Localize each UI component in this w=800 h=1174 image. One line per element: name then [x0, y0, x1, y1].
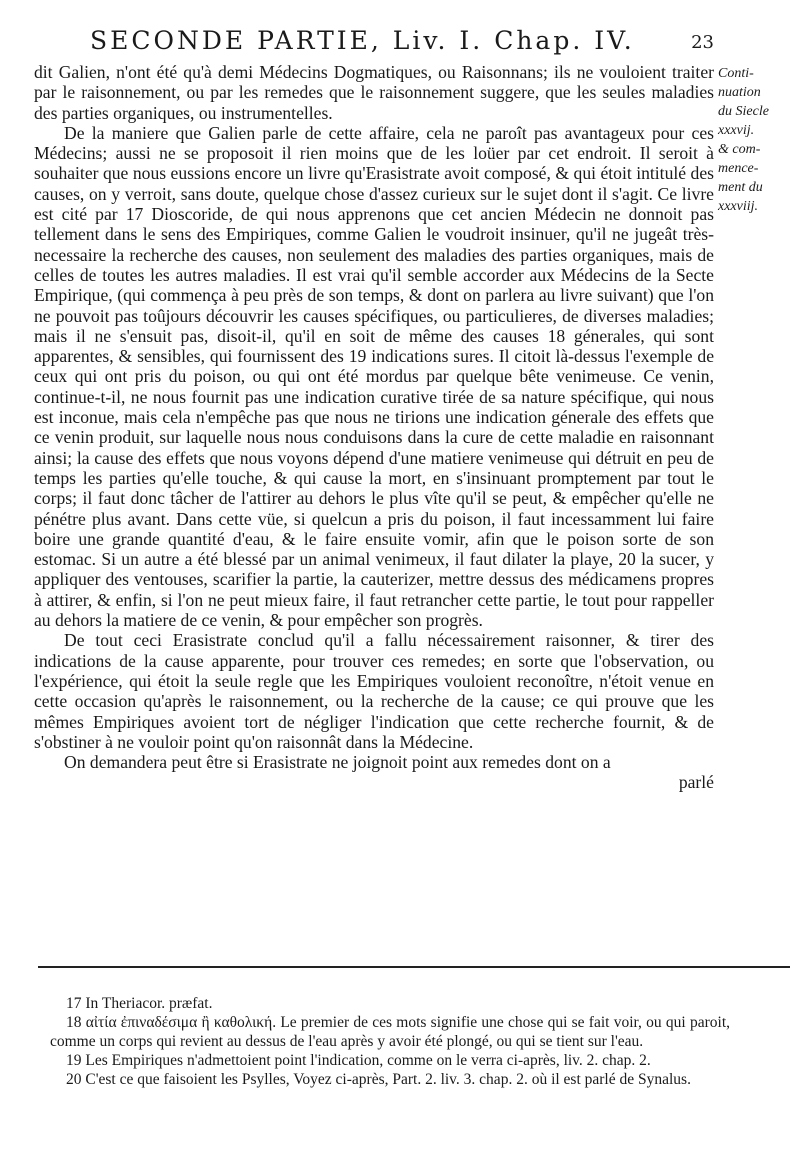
- running-header: [90, 26, 714, 55]
- margin-note-line: xxxvij.: [718, 123, 755, 138]
- margin-note-line: mence-: [718, 161, 759, 176]
- margin-note-line: & com-: [718, 142, 761, 157]
- body-paragraph: De tout ceci Erasistrate conclud qu'il a fallu nécessairement raisonner, & tirer des indications de la cause apparente, pour trouver ces remedes; en sorte que l'observation, ou l'expérience, qui étoit la seule regle que les Empiriques vouloient reconoître, n'étoit venue en cette occasion qu'après le raisonnement, ou la recherche de la cause; ce qui prouve que les mêmes Empiriques avoient tort de négliger l'indication que cette recherche fournit, & de s'obstiner à ne vouloir point qu'on raisonnât dans la Médecine.: [34, 630, 714, 752]
- footnotes: [50, 994, 730, 1089]
- catchword: parlé: [678, 772, 714, 793]
- page-number: 23: [691, 32, 714, 53]
- body-paragraph: On demandera peut être si Erasistrate ne joignoit point aux remedes dont on a: [64, 752, 611, 773]
- margin-note-line: ment du: [718, 180, 763, 195]
- margin-note-line: du Siecle: [718, 104, 769, 119]
- footnote-17: 17 In Theriacor. præfat.: [66, 995, 213, 1012]
- footnote-19: 19 Les Empiriques n'admettoient point l'indication, comme on le verra ci-après, liv. 2. chap. 2.: [66, 1052, 651, 1069]
- footnote-20: 20 C'est ce que faisoient les Psylles, Voyez ci-après, Part. 2. liv. 3. chap. 2. où il est parlé de Synalus.: [66, 1071, 691, 1088]
- body-paragraph: De la maniere que Galien parle de cette affaire, cela ne paroît pas avantageux pour ces Médecins; aussi ne se proposoit il rien moins que de les loüer par cet endroit. Il seroit à souhaiter que nous eussions encore un livre qu'Erasistrate avoit composé, & qui étoit intitulé des causes, on y verroit, sans doute, quelque chose d'assez curieux sur le sujet dont il s'agit. Ce livre est cité par 17 Dioscoride, de qui nous apprenons que cet ancien Médecin ne donnoit pas tellement dans le sens des Empiriques, comme Galien le voudroit insinuer, qu'il ne jugeât très-necessaire la recherche des causes, non seulement des maladies des parties organiques, mais de celles de toutes les autres maladies. Il est vrai qu'il semble accorder aux Médecins de la Secte Empirique, (qui commença à peu près de son temps, & dont on parlera au livre suivant) que l'on ne pouvoit pas toûjours découvrir les causes spécifiques, ou particulieres, de diverses maladies; mais il ne s'ensuit pas, disoit-il, qu'il en soit de même des causes 18 génerales, qui sont apparentes, & sensibles, qui fournissent des 19 indications sures. Il citoit là-dessus l'exemple de ceux qui ont pris du poison, ou qui ont été mordus par quelque bête venimeuse. Ce venin, continue-t-il, ne nous fournit pas une indication curative tirée de sa nature spécifique, qui nous est inconue, mais cela n'empêche pas que nous ne tirions une indication génerale des effets que ce venin produit, sur laquelle nous nous conduisons dans la cure de cette maladie en raisonnant ainsi; la cause des effets que nous voyons dépend d'une matiere venimeuse qui détruit en peu de temps les parties qu'elle touche, & qui cause la mort, en s'insinuant promptement par tout le corps; il faut donc tâcher de l'attirer au dehors le plus vîte qu'il se peut, & empêcher qu'elle ne pénétre plus avant. Dans cette vüe, si quelcun a pris du poison, il faut incessamment lui faire boire une grande quantité d'eau, & le faire ensuite vomir, afin que le poison sorte de son estomac. Si un autre a été blessé par un animal venimeux, il faut dilater la playe, 20 la sucer, y appliquer des ventouses, scarifier la partie, la cauterizer, mettre dessus des médicamens propres à attirer, & enfin, si l'on ne peut mieux faire, il faut retrancher cette partie, le tout pour rappeller au dehors la matiere de ce venin, & pour empêcher son progrès.: [34, 122, 714, 631]
- body-paragraph: dit Galien, n'ont été qu'à demi Médecins Dogmatiques, ou Raisonnans; ils ne vouloient traiter par le raisonnement, ou par les remedes que le raisonnement suggere, que les seules maladies des parties organiques, ou instrumentelles.: [34, 62, 714, 123]
- margin-note: [718, 64, 798, 216]
- margin-note-line: nuation: [718, 85, 761, 100]
- margin-note-line: Conti-: [718, 66, 754, 81]
- footnote-18: 18 αἰτία ἐπιναδέσιμα ἢ καθολική. Le premier de ces mots signifie une chose qui se fait voir, ou qui paroit, comme un corps qui revient au dessus de l'eau après y avoir été plongé, ou qui se tient sur l'eau.: [50, 1014, 730, 1050]
- running-title: SECONDE PARTIE, Liv. I. Chap. IV.: [90, 26, 635, 55]
- margin-note-line: xxxviij.: [718, 199, 759, 214]
- main-text: [34, 62, 714, 793]
- footnote-rule: [38, 966, 790, 968]
